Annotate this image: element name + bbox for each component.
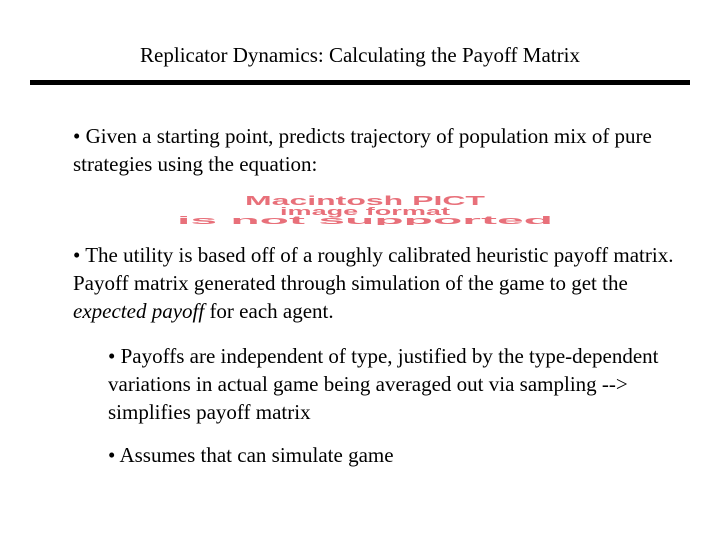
- slide-title: Replicator Dynamics: Calculating the Payoff Matrix: [140, 43, 580, 67]
- bullet-text: • Assumes that can simulate game: [108, 443, 394, 467]
- bullet-text: • Given a starting point, predicts trajectory of population mix of pure strategies using the equation:: [73, 124, 652, 176]
- bullet-emphasis: expected payoff: [73, 299, 205, 323]
- sub-bullet-simulate: [108, 441, 668, 469]
- bullet-text: • Payoffs are independent of type, justified by the type-dependent variations in actual game being averaged out via sampling --> simplifies payoff matrix: [108, 344, 659, 424]
- title-divider: [30, 80, 690, 85]
- sub-bullet-payoffs: [108, 342, 708, 426]
- pict-placeholder-line-3: is not supported: [177, 215, 553, 225]
- pict-placeholder-line-2: image format: [280, 206, 451, 218]
- bullet-starting-point: [73, 122, 693, 178]
- bullet-text-end: for each agent.: [204, 299, 334, 323]
- pict-placeholder-graphic: [176, 193, 554, 225]
- pict-placeholder-line-1: Macintosh PICT: [245, 193, 486, 208]
- bullet-text: • The utility is based off of a roughly calibrated heuristic payoff matrix. Payoff matrix generated through simulation of the game to get the: [73, 243, 674, 295]
- unsupported-image-placeholder: [176, 193, 554, 225]
- bullet-utility: [73, 241, 693, 325]
